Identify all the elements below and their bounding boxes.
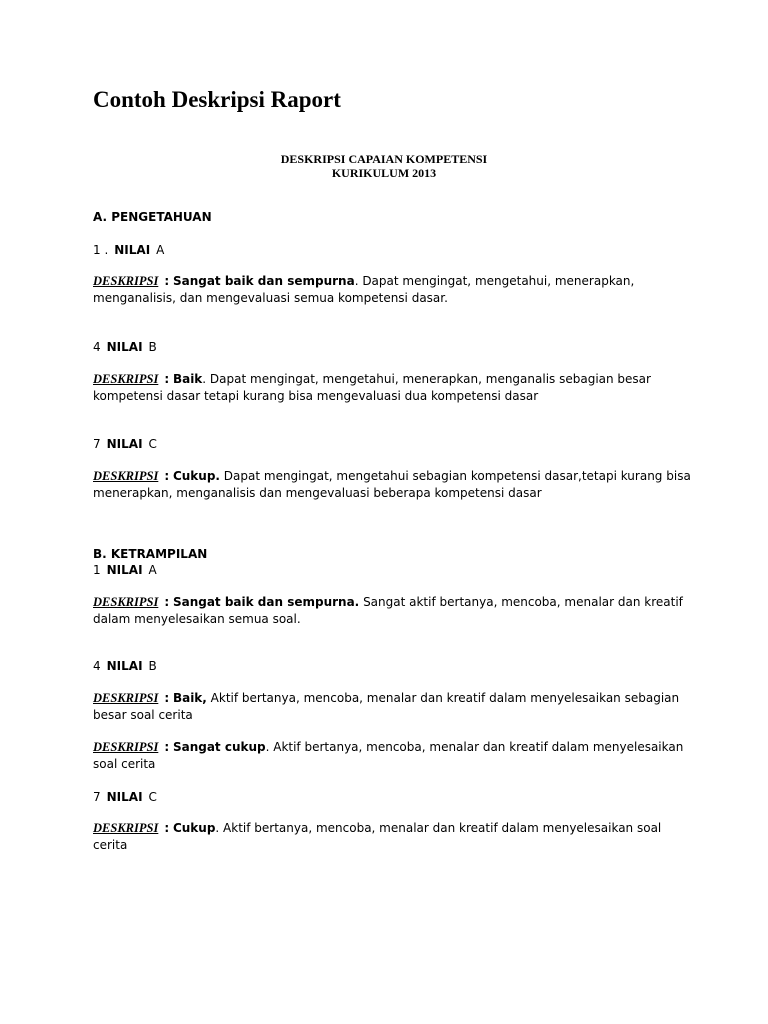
deskripsi-body: . Dapat mengingat, mengetahui, menerapkan, menganalisis, dan mengevaluasi semua kompetensi dasar. (93, 274, 635, 305)
nilai-grade: B (148, 340, 157, 354)
document-subtitle-line1: DESKRIPSI CAPAIAN KOMPETENSI (280, 152, 488, 166)
deskripsi-grade-text: Baik (172, 372, 203, 386)
deskripsi-body: . Aktif bertanya, mencoba, menalar dan kreatif dalam menyelesaikan soal cerita (93, 821, 662, 852)
section-heading-ketrampilan: B. KETRAMPILAN (93, 547, 208, 561)
deskripsi-label: DESKRIPSI (93, 274, 159, 288)
nilai-line (93, 658, 157, 674)
nilai-label: NILAI (114, 243, 151, 257)
deskripsi-paragraph (93, 371, 693, 405)
nilai-line (93, 789, 157, 805)
deskripsi-paragraph (93, 690, 693, 724)
nilai-number: 7 (93, 790, 101, 804)
deskripsi-colon: : (164, 691, 170, 705)
deskripsi-grade-text: Sangat baik dan sempurna (172, 274, 355, 288)
deskripsi-paragraph (93, 594, 693, 628)
nilai-number: 1 . (93, 243, 109, 257)
nilai-label: NILAI (106, 659, 143, 673)
deskripsi-body: Aktif bertanya, mencoba, menalar dan kreatif dalam menyelesaikan sebagian besar soal cerita (93, 691, 680, 722)
nilai-line (93, 242, 164, 258)
section-heading-pengetahuan: A. PENGETAHUAN (93, 210, 212, 224)
nilai-line (93, 436, 157, 452)
deskripsi-label: DESKRIPSI (93, 595, 159, 609)
deskripsi-paragraph (93, 273, 693, 307)
deskripsi-label: DESKRIPSI (93, 469, 159, 483)
deskripsi-label: DESKRIPSI (93, 372, 159, 386)
nilai-number: 1 (93, 563, 101, 577)
nilai-grade: C (148, 437, 157, 451)
deskripsi-colon: : (164, 740, 170, 754)
deskripsi-colon: : (164, 821, 170, 835)
nilai-line (93, 562, 157, 578)
nilai-label: NILAI (106, 340, 143, 354)
deskripsi-paragraph (93, 739, 693, 773)
deskripsi-paragraph (93, 820, 693, 854)
nilai-number: 7 (93, 437, 101, 451)
deskripsi-body: . Dapat mengingat, mengetahui, menerapkan, menganalis sebagian besar kompetensi dasar tetapi kurang bisa mengevaluasi dua kompetensi dasar (93, 372, 651, 403)
nilai-line (93, 339, 157, 355)
deskripsi-grade-text: Cukup. (172, 469, 220, 483)
deskripsi-colon: : (164, 469, 170, 483)
deskripsi-colon: : (164, 274, 170, 288)
nilai-number: 4 (93, 340, 101, 354)
deskripsi-paragraph (93, 468, 693, 502)
deskripsi-grade-text: Sangat baik dan sempurna. (172, 595, 360, 609)
deskripsi-colon: : (164, 372, 170, 386)
deskripsi-grade-text: Baik, (172, 691, 207, 705)
document-subtitle-line2: KURIKULUM 2013 (331, 166, 437, 180)
nilai-number: 4 (93, 659, 101, 673)
nilai-label: NILAI (106, 563, 143, 577)
nilai-grade: B (148, 659, 157, 673)
nilai-label: NILAI (106, 437, 143, 451)
deskripsi-label: DESKRIPSI (93, 691, 159, 705)
deskripsi-colon: : (164, 595, 170, 609)
nilai-grade: A (148, 563, 157, 577)
page-title: Contoh Deskripsi Raport (93, 87, 341, 112)
deskripsi-label: DESKRIPSI (93, 821, 159, 835)
deskripsi-grade-text: Sangat cukup (172, 740, 266, 754)
nilai-grade: C (148, 790, 157, 804)
deskripsi-body: Dapat mengingat, mengetahui sebagian kompetensi dasar,tetapi kurang bisa menerapkan, menganalisis dan mengevaluasi beberapa kompetensi dasar (93, 469, 691, 500)
deskripsi-label: DESKRIPSI (93, 740, 159, 754)
nilai-label: NILAI (106, 790, 143, 804)
deskripsi-body: . Aktif bertanya, mencoba, menalar dan kreatif dalam menyelesaikan soal cerita (93, 740, 684, 771)
deskripsi-grade-text: Cukup (172, 821, 216, 835)
nilai-grade: A (156, 243, 165, 257)
deskripsi-body: Sangat aktif bertanya, mencoba, menalar dan kreatif dalam menyelesaikan semua soal. (93, 595, 683, 626)
